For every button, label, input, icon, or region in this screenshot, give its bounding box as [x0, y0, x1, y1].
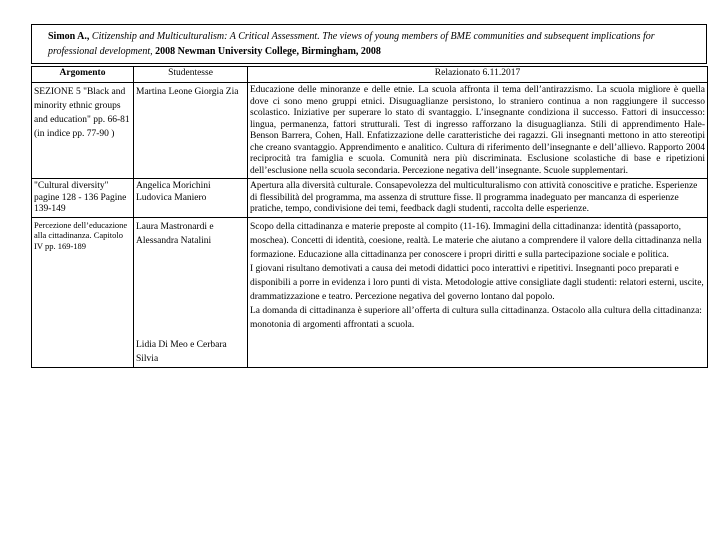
relazionato-cell: Apertura alla diversità culturale. Consapevolezza del multiculturalismo con attività conoscitive e pratiche. Esperienze di flessibilità del programma, ma assenza di strutture fisse. Il programma inadeguato per mancanza di esperienze pratiche, tempo, condivisione dei temi, feedback dagli studenti, raccolta delle esperienze.	[248, 179, 708, 218]
studentesse-group-2: Lidia Di Meo e Cerbara Silvia	[136, 339, 227, 364]
argomento-cell: SEZIONE 5 "Black and minority ethnic groups and education" pp. 66-81 (in indice pp. 77-90 )	[32, 83, 134, 179]
header-title: Citizenship and Multiculturalism: A Critical Assessment. The views of young members of BME communities and subsequent implications for professional development,	[48, 31, 655, 57]
argomento-cell: "Cultural diversity" pagine 128 - 136 Pagine 139-149	[32, 179, 134, 218]
document-header	[31, 24, 707, 64]
table-row	[32, 217, 708, 367]
table-row	[32, 83, 708, 179]
studentesse-cell: Martina Leone Giorgia Zia	[134, 83, 248, 179]
column-header-argomento: Argomento	[32, 67, 134, 83]
relazionato-cell: Educazione delle minoranze e delle etnie. La scuola affronta il tema dell’antirazzismo. La scuola migliore è quella dove ci sono meno gruppi etnici. Disuguaglianze persistono, lo straniero continua a non raggiungere il successo scolastico. Iniziative per superare lo stato di svantaggio. L’insegnante condiziona il successo. Fattori di insuccesso: lingua, permanenza, fattori strutturali. Test di ingresso rafforzano la disuguaglianza. Stili di apprendimento Hale-Benson Barrera, Cohen, Hall. Enfatizzazione delle caratteristiche dei ragazzi. Gli insegnanti mettono in atto stereotipi che creano svantaggio. Apprendimento e analitico. Cultura di riferimento dell’insegnante e dell’allievo. Rapporto 2004 reciprocità tra famiglia e scuola. Comunità nera più discriminata. Esclusione scolastiche di base e ripetizioni dell’esclusione nella scuola secondaria. Percezione negativa dell’insegnante. Scuole supplementari.	[248, 83, 708, 179]
relazionato-paragraph-3: La domanda di cittadinanza è superiore all’offerta di cultura sulla cittadinanza. Ostacolo alla cultura della cittadinanza: monotonia di argomenti affrontati a scuola.	[250, 305, 702, 330]
relazionato-paragraph-1: Scopo della cittadinanza e materie preposte al compito (11-16). Immagini della cittadinanza: identità (passaporto, moschea). Concetti di identità, coesione, realtà. Le materie che aiutano a comprendere il valore della cittadinanza nella formazione. Educazione alla cittadinanza per conoscere i propri diritti e sulla partecipazione sociale e politica.	[250, 221, 702, 260]
studentesse-cell	[134, 217, 248, 367]
header-authors: Simon A.,	[48, 31, 90, 42]
studentesse-cell: Angelica Morichini Ludovica Maniero	[134, 179, 248, 218]
column-header-studentesse: Studentesse	[134, 67, 248, 83]
table-header-row	[32, 67, 708, 83]
header-publisher: 2008 Newman University College, Birmingham, 2008	[155, 46, 381, 57]
argomento-cell: Percezione dell’educazione alla cittadinanza. Capitolo IV pp. 169-189	[32, 217, 134, 367]
relazionato-cell	[248, 217, 708, 367]
relazionato-paragraph-2: I giovani risultano demotivati a causa dei metodi didattici poco interattivi e ripetitivi. Insegnanti poco preparati e disponibili a porre in evidenza i loro punti di vista. Metodologie attive consigliate dagli studenti: relatori esterni, uscite, drammatizzazione e teatro. Percezione negativa del governo lontano dal popolo.	[250, 263, 704, 302]
column-header-relazionato: Relazionato 6.11.2017	[248, 67, 708, 83]
studentesse-group-1: Laura Mastronardi e Alessandra Natalini	[136, 221, 214, 246]
table-row	[32, 179, 708, 218]
assignment-table	[31, 66, 708, 368]
